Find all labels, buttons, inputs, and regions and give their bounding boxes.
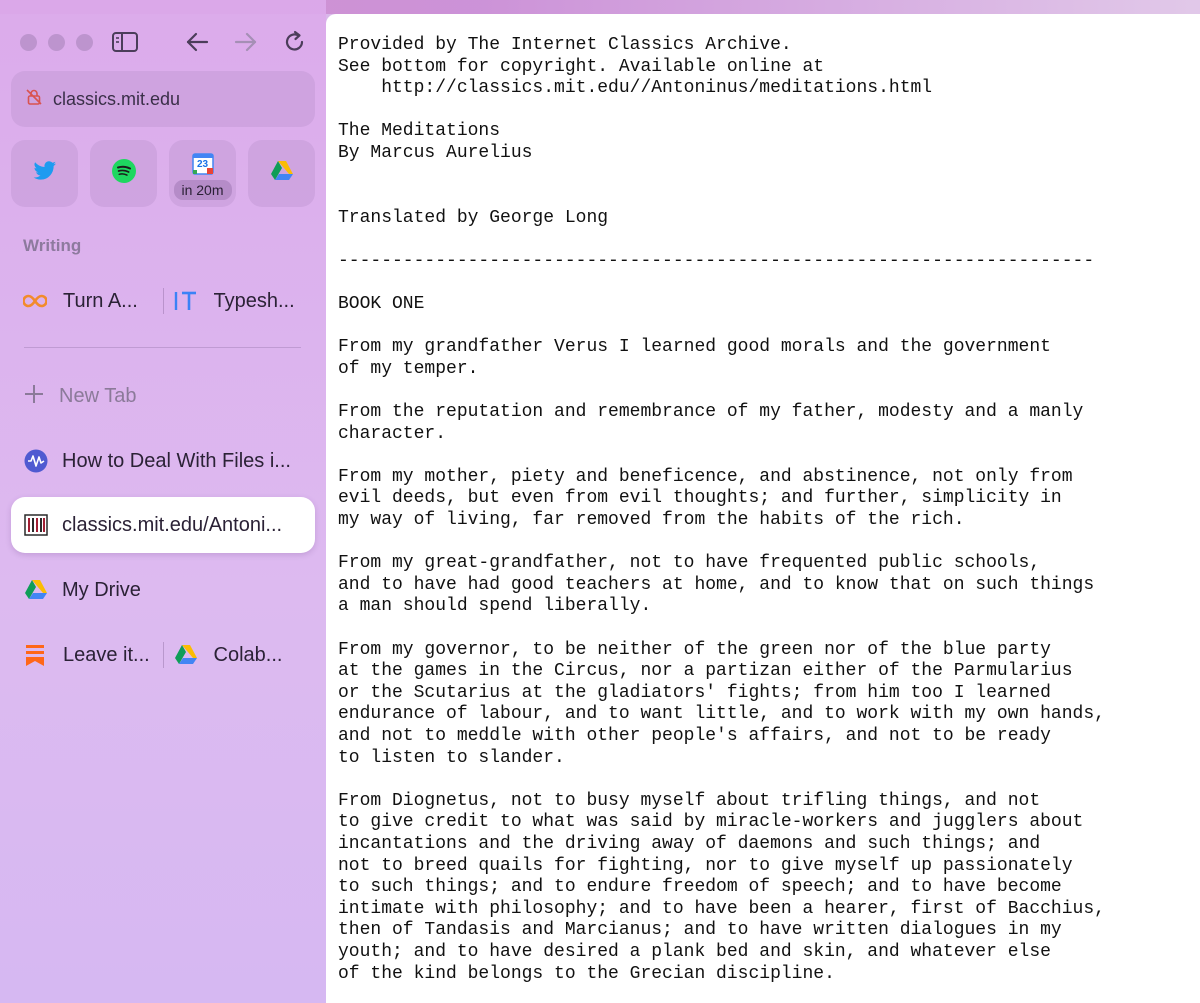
split-tab-bottom[interactable] bbox=[23, 635, 313, 675]
address-text: classics.mit.edu bbox=[53, 88, 181, 109]
pinned-divider bbox=[24, 347, 301, 348]
split-tab-left-label: Leave it... bbox=[63, 643, 150, 666]
split-divider bbox=[163, 642, 164, 668]
calendar-day: 23 bbox=[196, 158, 209, 170]
tab-my-drive[interactable] bbox=[11, 562, 315, 618]
split-tab-right-label: Colab... bbox=[213, 643, 283, 666]
reload-icon[interactable] bbox=[280, 28, 310, 56]
web-content[interactable] bbox=[326, 14, 1200, 1003]
document-text: Provided by The Internet Classics Archive. See bottom for copyright. Available online at http://classics.mit.edu//Antoninus/meditations.html The Meditations By Marcus Aurelius Translated by George Long ---------------------------------------------------------------------- BOOK ONE From my grandfather Verus I learned good morals and the government of my temper. From the reputation and remembrance of my father, modesty and a manly character. From my mother, piety and beneficence, and abstinence, not only from evil deeds, but even from evil thoughts; and further, simplicity in my way of living, far removed from the habits of the rich. From my great-grandfather, not to have frequented public schools, and to have had good teachers at home, and to know that on such things a man should spend liberally. From my governor, to be neither of the green nor of the blue party at the games in the Circus, nor a partizan either of the Parmularius or the Scutarius at the gladiators' fights; from him too I learned endurance of labour, and to want little, and to work with my own hands, and not to meddle with other people's affairs, and not to be ready to listen to slander. From Diognetus, not to busy myself about trifling things, and not to give credit to what was said by miracle-workers and jugglers about incantations and the driving away of daemons and such things; and not to breed quails for fighting, nor to give myself up passionately to such things; and to endure freedom of speech; and to have become intimate with philosophy; and to have been a hearer, first of Bacchius, then of Tandasis and Marcianus; and to have written dialogues in my youth; and to have desired a plank bed and skin, and whatever else of the kind belongs to the Grecian discipline. bbox=[338, 35, 1105, 984]
toggle-sidebar-icon[interactable] bbox=[110, 28, 140, 56]
tab-label: My Drive bbox=[62, 578, 141, 601]
tab-label: classics.mit.edu/Antoni... bbox=[62, 513, 283, 536]
new-tab-label: New Tab bbox=[59, 384, 137, 407]
sidebar bbox=[0, 0, 326, 1003]
typeshare-icon bbox=[174, 289, 198, 313]
split-tab-writing[interactable] bbox=[23, 281, 313, 321]
calendar-icon bbox=[192, 153, 214, 175]
waveform-icon bbox=[24, 449, 48, 473]
google-drive-icon bbox=[24, 578, 48, 602]
split-tab-left[interactable] bbox=[23, 643, 163, 667]
spotify-icon bbox=[111, 158, 137, 189]
tab-how-to-deal-with-files[interactable] bbox=[11, 433, 315, 489]
tab-classics-mit-edu[interactable] bbox=[11, 497, 315, 553]
split-tab-left[interactable] bbox=[23, 289, 163, 313]
substack-icon bbox=[23, 643, 47, 667]
tab-label: How to Deal With Files i... bbox=[62, 449, 291, 472]
pinned-spotify[interactable] bbox=[90, 140, 157, 207]
zoom-window-button[interactable] bbox=[76, 34, 93, 51]
split-divider bbox=[163, 288, 164, 314]
back-arrow-icon[interactable] bbox=[182, 28, 212, 56]
not-secure-lock-icon[interactable] bbox=[25, 88, 43, 111]
plus-icon bbox=[23, 382, 49, 410]
close-window-button[interactable] bbox=[20, 34, 37, 51]
address-bar[interactable] bbox=[11, 71, 315, 127]
pinned-calendar[interactable] bbox=[169, 140, 236, 207]
forward-arrow-icon[interactable] bbox=[231, 28, 261, 56]
calendar-event-badge: in 20m bbox=[173, 180, 231, 200]
mit-icon bbox=[24, 513, 48, 537]
google-drive-icon bbox=[270, 160, 294, 187]
window-controls bbox=[20, 34, 93, 51]
split-tab-left-label: Turn A... bbox=[63, 289, 138, 312]
pinned-sites bbox=[11, 140, 315, 207]
pinned-twitter[interactable] bbox=[11, 140, 78, 207]
split-tab-right[interactable] bbox=[174, 289, 314, 313]
infinity-icon bbox=[23, 289, 47, 313]
split-tab-right-label: Typesh... bbox=[213, 289, 295, 312]
pinned-google-drive[interactable] bbox=[248, 140, 315, 207]
twitter-icon bbox=[33, 161, 57, 186]
folder-label-writing[interactable]: Writing bbox=[23, 236, 82, 255]
google-drive-icon bbox=[174, 643, 198, 667]
split-tab-right[interactable] bbox=[174, 643, 314, 667]
minimize-window-button[interactable] bbox=[48, 34, 65, 51]
new-tab-button[interactable] bbox=[23, 380, 136, 412]
